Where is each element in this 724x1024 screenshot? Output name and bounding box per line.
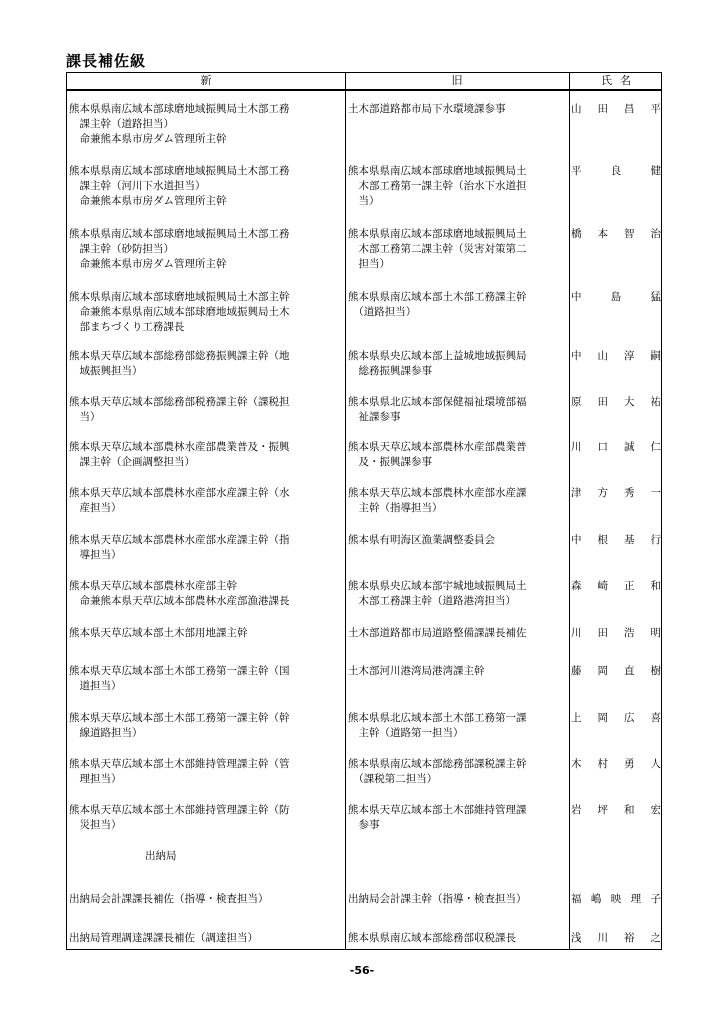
- old-position: 熊本県県北広域本部保健福祉環境部福 祉課参事: [348, 396, 527, 423]
- new-position: 熊本県天草広域本部農林水産部水産課主幹（指 導担当）: [69, 534, 290, 561]
- new-position: 熊本県天草広域本部総務部税務課主幹（課税担 当）: [69, 396, 290, 423]
- header-name: 氏名: [601, 74, 639, 87]
- person-name: 津方秀一: [571, 487, 661, 499]
- person-name: 中根基行: [571, 534, 661, 546]
- old-position: 土木部河川港湾局港湾課主幹: [348, 665, 485, 677]
- person-name: 中島猛: [571, 291, 661, 303]
- new-position: 熊本県天草広域本部土木部工務第一課主幹（幹 線道路担当）: [69, 712, 290, 739]
- person-name: 岩坪和宏: [571, 804, 661, 816]
- old-position: 熊本県県南広域本部球磨地域振興局土 木部工務第一課主幹（治水下水道担 当）: [348, 165, 527, 207]
- new-position: 熊本県天草広域本部土木部維持管理課主幹（防 災担当）: [69, 804, 290, 831]
- person-name: 川口誠仁: [571, 441, 661, 453]
- old-position: 熊本県県北広域本部土木部工務第一課 主幹（道路第一担当）: [348, 712, 527, 739]
- old-position: 土木部道路都市局道路整備課課長補佐: [348, 627, 527, 639]
- new-position: 出納局会計課課長補佐（指導・検査担当）: [69, 893, 269, 905]
- person-name: 山田昌平: [571, 103, 661, 115]
- header-new: 新: [200, 74, 212, 87]
- person-name: 中山淳嗣: [571, 350, 661, 362]
- old-position: 熊本県有明海区漁業調整委員会: [348, 534, 495, 546]
- new-position: 熊本県天草広域本部農林水産部農業普及・振興 課主幹（企画調整担当）: [69, 441, 290, 468]
- new-position: 熊本県県南広域本部球磨地域振興局土木部工務 課主幹（道路担当） 命兼熊本県市房ダム管理所主幹: [69, 103, 290, 145]
- old-position: 土木部道路都市局下水環境課参事: [348, 103, 506, 115]
- column-divider: [345, 73, 346, 949]
- new-position: 熊本県県南広域本部球磨地域振興局土木部工務 課主幹（砂防担当） 命兼熊本県市房ダム管理所主幹: [69, 228, 290, 270]
- new-position: 熊本県県南広域本部球磨地域振興局土木部主幹 命兼熊本県県南広域本部球磨地域振興局土木 部まちづくり工務課長: [69, 291, 290, 333]
- person-name: 橋本智治: [571, 228, 661, 240]
- old-position: 熊本県県南広域本部球磨地域振興局土 木部工務第二課主幹（災害対策第二 担当）: [348, 228, 527, 270]
- personnel-table: [66, 72, 662, 950]
- new-position: 熊本県天草広域本部土木部工務第一課主幹（国 道担当）: [69, 665, 290, 692]
- column-divider: [569, 73, 570, 949]
- old-position: 熊本県県央広域本部上益城地域振興局 総務振興課参事: [348, 350, 527, 377]
- person-name: 藤岡直樹: [571, 665, 661, 677]
- old-position: 出納局会計課主幹（指導・検査担当）: [348, 893, 527, 905]
- old-position: 熊本県天草広域本部農林水産部農業普 及・振興課参事: [348, 441, 527, 468]
- person-name: 福嶋映理子: [571, 893, 661, 905]
- person-name: 原田大祐: [571, 396, 661, 408]
- page-number: -56-: [349, 964, 375, 977]
- new-position: 熊本県天草広域本部土木部維持管理課主幹（管 理担当）: [69, 758, 290, 785]
- person-name: 川田浩明: [571, 627, 661, 639]
- old-position: 熊本県県南広域本部総務部課税課主幹 （課税第二担当）: [348, 758, 527, 785]
- new-position: 熊本県天草広域本部総務部総務振興課主幹（地 域振興担当）: [69, 350, 290, 377]
- new-position: 熊本県天草広域本部土木部用地課主幹: [69, 627, 248, 639]
- person-name: 上岡広喜: [571, 712, 661, 724]
- table-header: [67, 73, 661, 91]
- person-name: 浅川裕之: [571, 932, 661, 944]
- new-position: 熊本県天草広域本部農林水産部主幹 命兼熊本県天草広域本部農林水産部漁港課長: [69, 580, 290, 607]
- old-position: 熊本県天草広域本部土木部維持管理課 参事: [348, 804, 527, 831]
- person-name: 森崎正和: [571, 580, 661, 592]
- new-position: 出納局管理調達課課長補佐（調達担当）: [69, 932, 258, 944]
- new-position: 熊本県県南広域本部球磨地域振興局土木部工務 課主幹（河川下水道担当） 命兼熊本県市房ダム管理所主幹: [69, 165, 290, 207]
- person-name: 木村勇人: [571, 758, 661, 770]
- page-title: 課長補佐級: [66, 52, 147, 70]
- new-position: 熊本県天草広域本部農林水産部水産課主幹（水 産担当）: [69, 487, 290, 514]
- old-position: 熊本県天草広域本部農林水産部水産課 主幹（指導担当）: [348, 487, 527, 514]
- header-old: 旧: [451, 74, 463, 87]
- old-position: 熊本県県南広域本部土木部工務課主幹 （道路担当）: [348, 291, 527, 318]
- section-label: 出納局: [145, 850, 177, 862]
- person-name: 平良健: [571, 165, 661, 177]
- old-position: 熊本県県南広域本部総務部収税課長: [348, 932, 516, 944]
- old-position: 熊本県県央広域本部宇城地域振興局土 木部工務課主幹（道路港湾担当）: [348, 580, 527, 607]
